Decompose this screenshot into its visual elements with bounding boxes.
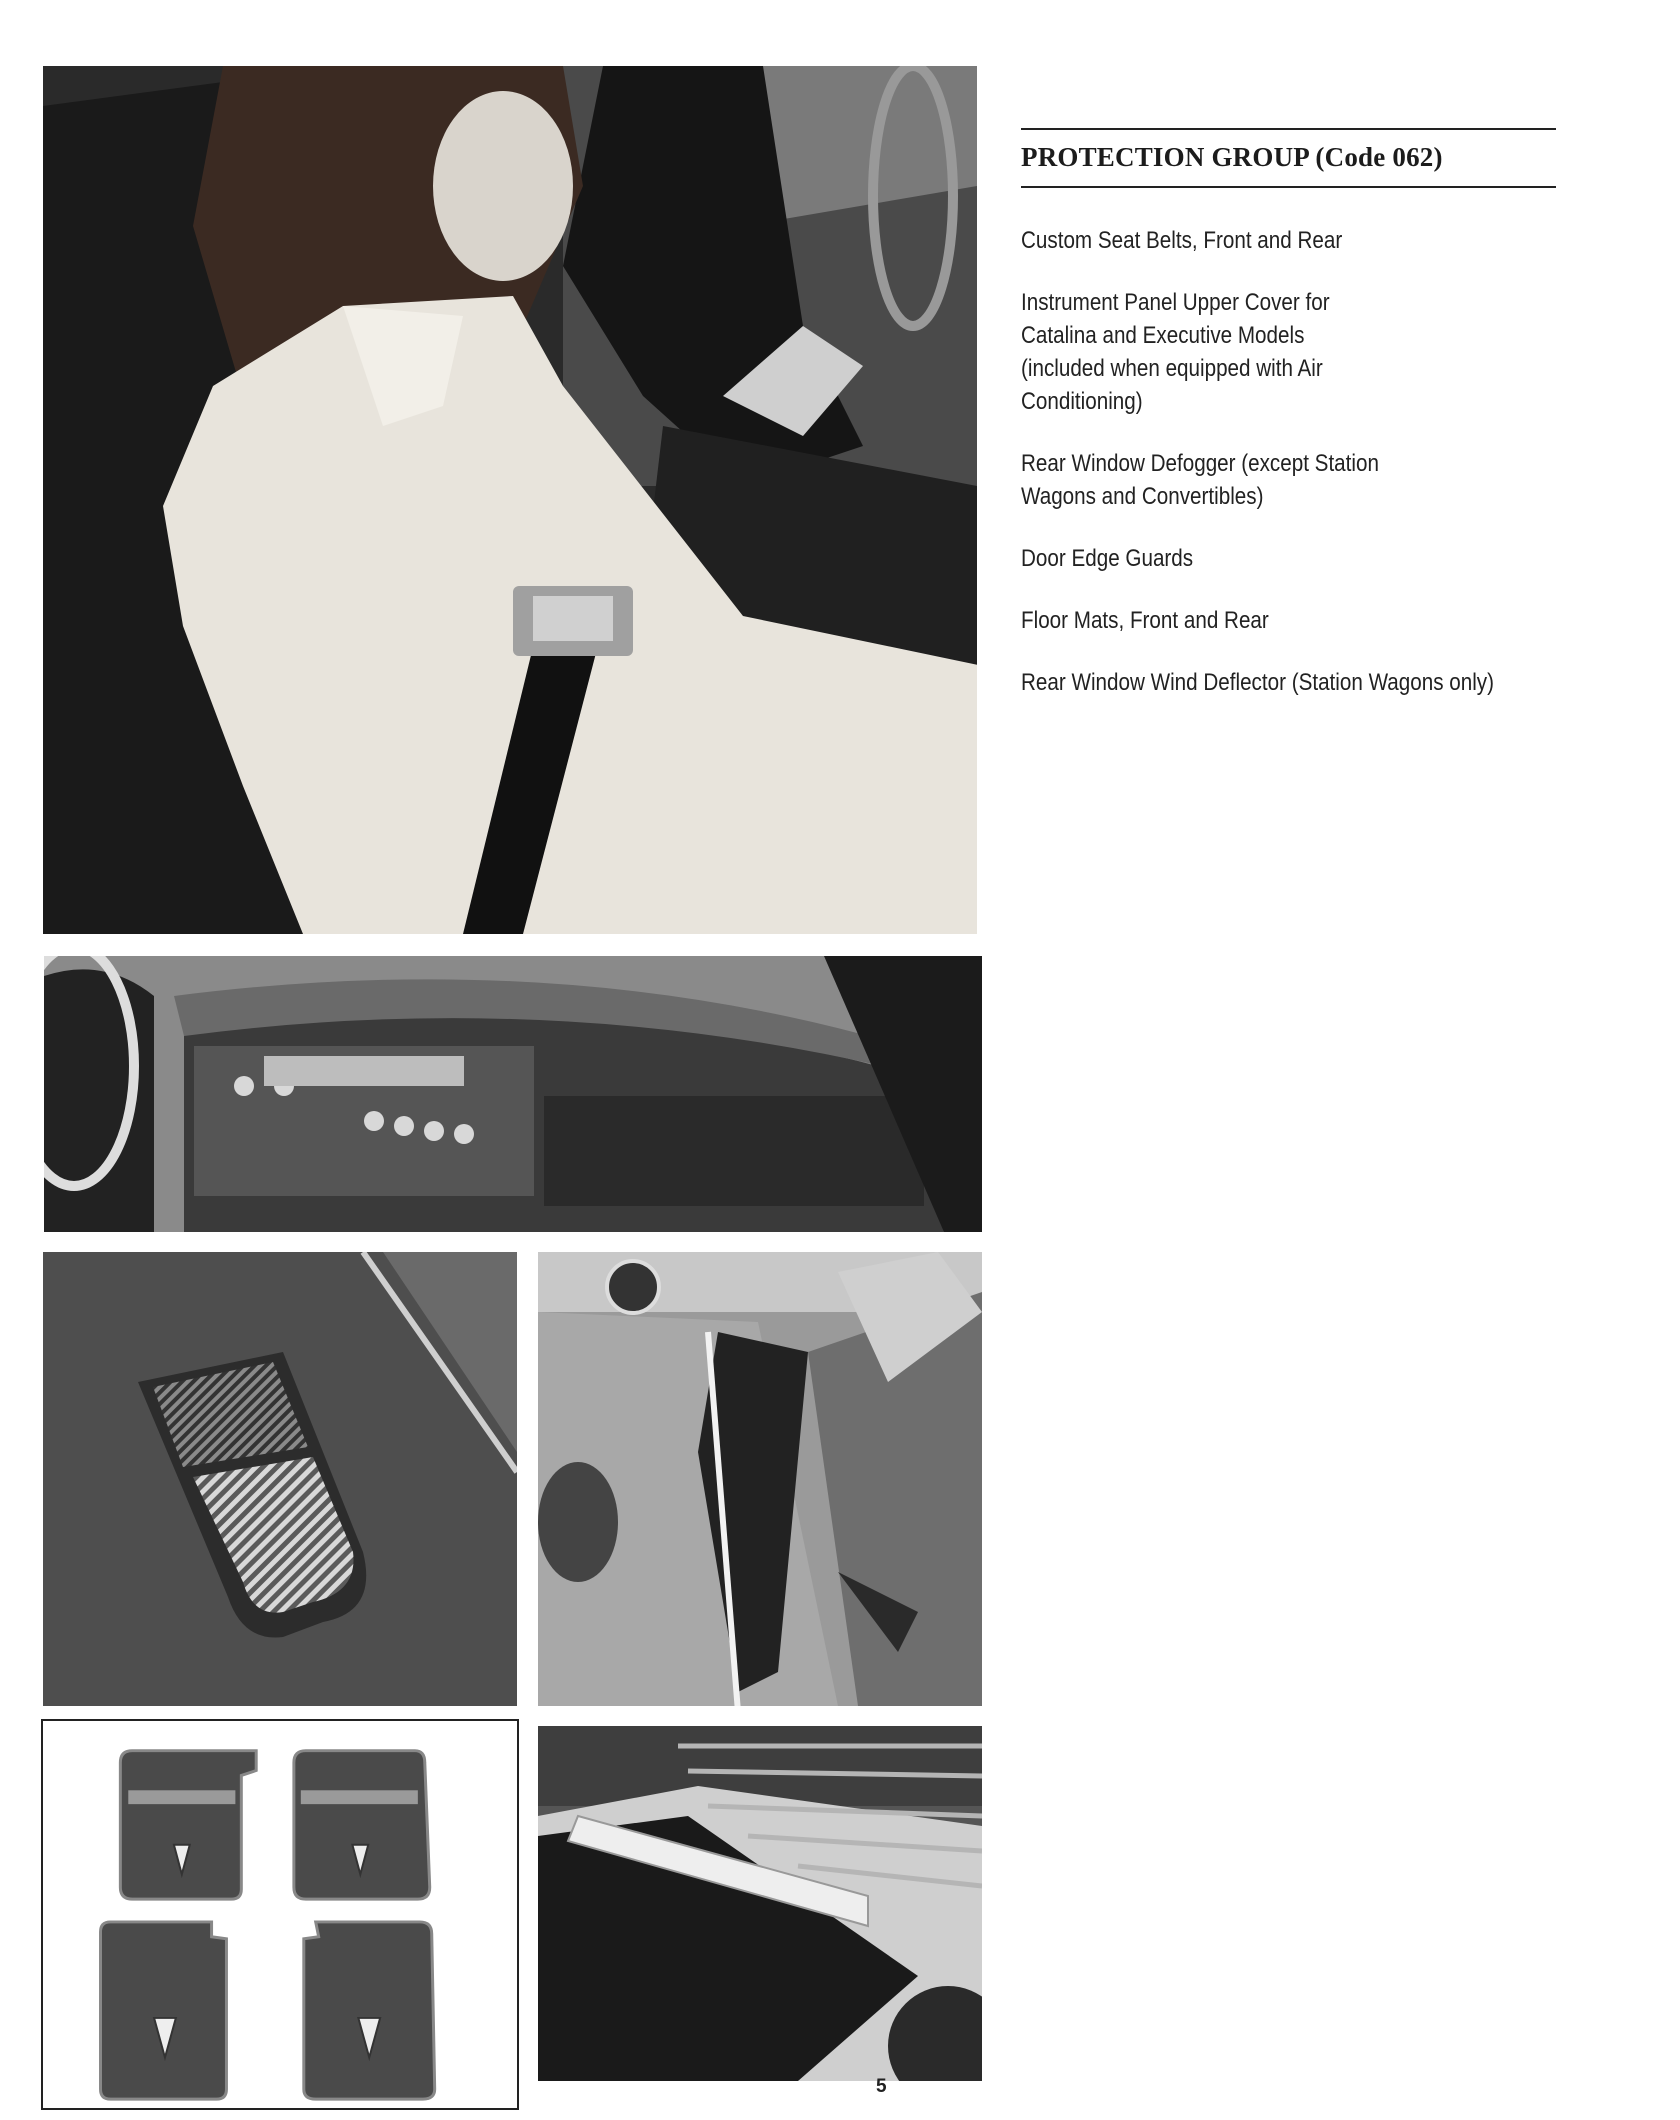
feature-item: Rear Window Defogger (except Station Wagons and Convertibles) <box>1021 450 1379 510</box>
bottom-rule <box>1021 186 1556 188</box>
feature-list <box>1021 224 1556 699</box>
top-rule <box>1021 128 1556 130</box>
feature-item: Floor Mats, Front and Rear <box>1021 607 1269 634</box>
feature-item: Custom Seat Belts, Front and Rear <box>1021 227 1343 254</box>
door-edge-guard-photo <box>538 1252 982 1706</box>
wind-deflector-photo <box>538 1726 982 2081</box>
protection-group-panel <box>1021 128 1556 728</box>
seatbelt-photo <box>43 66 977 934</box>
floor-mats-photo <box>41 1719 519 2110</box>
feature-item: Instrument Panel Upper Cover for Catalina and Executive Models (included when equipped with Air Conditioning) <box>1021 289 1330 415</box>
rear-floor-mat-photo <box>43 1252 517 1706</box>
feature-item: Door Edge Guards <box>1021 545 1194 572</box>
instrument-panel-photo <box>44 956 982 1232</box>
feature-item: Rear Window Wind Deflector (Station Wagons only) <box>1021 669 1494 696</box>
page-number: 5 <box>876 2076 887 2097</box>
section-heading: PROTECTION GROUP (Code 062) <box>1021 142 1443 172</box>
